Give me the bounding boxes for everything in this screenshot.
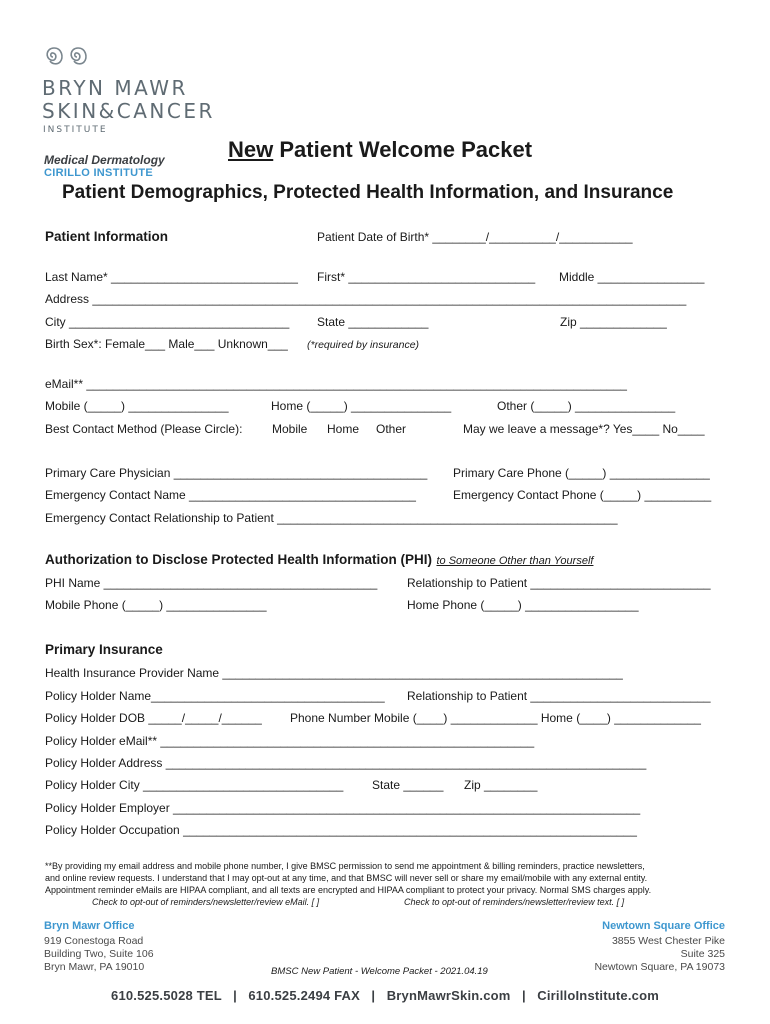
- field-emergency-phone[interactable]: Emergency Contact Phone (_____) __________: [453, 488, 712, 502]
- logo-mark-icon: [42, 44, 90, 68]
- office-right-line-3: Newtown Square, PA 19073: [594, 961, 725, 973]
- page-title-new: New: [228, 137, 274, 162]
- field-middle-name[interactable]: Middle ________________: [559, 270, 705, 284]
- disclaimer-line-1: **By providing my email address and mobile phone number, I give BMSC permission to send me appointment & billing reminders, practice newsletters,: [45, 861, 645, 871]
- field-holder-city[interactable]: Policy Holder City ______________________________: [45, 778, 344, 792]
- field-holder-zip[interactable]: Zip ________: [464, 778, 538, 792]
- field-holder-address[interactable]: Policy Holder Address ________________________________________________________________________: [45, 756, 647, 770]
- field-pcp-phone[interactable]: Primary Care Phone (_____) _______________: [453, 466, 710, 480]
- field-phi-mobile[interactable]: Mobile Phone (_____) _______________: [45, 598, 267, 612]
- office-right-line-1: 3855 West Chester Pike: [611, 935, 725, 947]
- office-left-heading: Bryn Mawr Office: [44, 920, 135, 932]
- field-pcp[interactable]: Primary Care Physician ______________________________________: [45, 466, 428, 480]
- best-contact-label: Best Contact Method (Please Circle):: [45, 422, 243, 436]
- field-holder-phone[interactable]: Phone Number Mobile (____) _____________ Home (____) _____________: [290, 711, 701, 725]
- field-emergency-name[interactable]: Emergency Contact Name __________________________________: [45, 488, 416, 502]
- field-holder-employer[interactable]: Policy Holder Employer ______________________________________________________________________: [45, 801, 641, 815]
- field-phi-relationship[interactable]: Relationship to Patient ___________________________: [407, 576, 711, 590]
- field-email[interactable]: eMail** _________________________________________________________________________________: [45, 377, 627, 391]
- field-phi-home[interactable]: Home Phone (_____) _________________: [407, 598, 639, 612]
- field-holder-name[interactable]: Policy Holder Name___________________________________: [45, 689, 385, 703]
- page-title-rest: Patient Welcome Packet: [273, 137, 533, 162]
- field-leave-message[interactable]: May we leave a message*? Yes____ No____: [463, 422, 705, 436]
- field-phi-name[interactable]: PHI Name _________________________________________: [45, 576, 378, 590]
- section-heading-patient-info: Patient Information: [45, 229, 169, 244]
- field-zip[interactable]: Zip _____________: [560, 315, 667, 329]
- page-title: [228, 137, 532, 163]
- field-insurance-provider[interactable]: Health Insurance Provider Name ____________________________________________________________: [45, 666, 623, 680]
- office-right-heading: Newtown Square Office: [602, 920, 725, 932]
- required-note: (*required by insurance): [307, 339, 420, 351]
- field-address[interactable]: Address _________________________________________________________________________________________: [45, 292, 687, 306]
- field-emergency-relationship[interactable]: Emergency Contact Relationship to Patient ___________________________________________________: [45, 511, 618, 525]
- logo-line-1: BRYN MAWR: [42, 76, 188, 100]
- page-subtitle: Patient Demographics, Protected Health Information, and Insurance: [62, 182, 674, 203]
- best-contact-option-other[interactable]: Other: [376, 422, 407, 436]
- field-holder-state[interactable]: State ______: [372, 778, 444, 792]
- section-heading-phi: [45, 551, 593, 569]
- field-holder-occupation[interactable]: Policy Holder Occupation ____________________________________________________________________: [45, 823, 637, 837]
- optout-text-checkbox[interactable]: Check to opt-out of reminders/newsletter/review text. [ ]: [404, 897, 625, 907]
- disclaimer-line-3: Appointment reminder eMails are HIPAA compliant, and all texts are encrypted and HIPAA compliant to protect your privacy. Normal SMS charges apply.: [45, 885, 652, 895]
- best-contact-option-home[interactable]: Home: [327, 422, 360, 436]
- field-first-name[interactable]: First* ____________________________: [317, 270, 536, 284]
- logo-line-2: SKIN&CANCER: [42, 99, 215, 123]
- phi-heading-note: to Someone Other than Yourself: [436, 555, 594, 567]
- logo-tagline-cirillo: CIRILLO INSTITUTE: [44, 167, 153, 179]
- field-holder-relationship[interactable]: Relationship to Patient ___________________________: [407, 689, 711, 703]
- office-right-line-2: Suite 325: [680, 948, 725, 960]
- office-left-line-3: Bryn Mawr, PA 19010: [44, 961, 145, 973]
- field-dob[interactable]: Patient Date of Birth* ________/__________/___________: [317, 230, 633, 244]
- field-holder-dob[interactable]: Policy Holder DOB _____/_____/______: [45, 711, 262, 725]
- phi-heading-text: Authorization to Disclose Protected Health Information (PHI): [45, 552, 433, 567]
- form-version: BMSC New Patient - Welcome Packet - 2021.04.19: [271, 966, 488, 977]
- office-left-line-2: Building Two, Suite 106: [44, 948, 154, 960]
- optout-email-checkbox[interactable]: Check to opt-out of reminders/newsletter/review eMail. [ ]: [92, 897, 320, 907]
- field-mobile[interactable]: Mobile (_____) _______________: [45, 399, 229, 413]
- office-left-line-1: 919 Conestoga Road: [44, 935, 144, 947]
- logo-line-3: INSTITUTE: [43, 125, 108, 135]
- logo-tagline-medical: Medical Dermatology: [44, 153, 165, 167]
- field-birth-sex[interactable]: Birth Sex*: Female___ Male___ Unknown___: [45, 337, 288, 351]
- section-heading-insurance: Primary Insurance: [45, 642, 163, 657]
- field-holder-email[interactable]: Policy Holder eMail** ________________________________________________________: [45, 734, 535, 748]
- field-other-phone[interactable]: Other (_____) _______________: [497, 399, 676, 413]
- field-last-name[interactable]: Last Name* ____________________________: [45, 270, 298, 284]
- field-home-phone[interactable]: Home (_____) _______________: [271, 399, 452, 413]
- disclaimer-line-2: and online review requests. I understand that I may opt-out at any time, and that BMSC will never sell or share my email/mobile with any external entity.: [45, 873, 648, 883]
- field-state[interactable]: State ____________: [317, 315, 429, 329]
- best-contact-option-mobile[interactable]: Mobile: [272, 422, 308, 436]
- footer-contact-bar: 610.525.5028 TEL | 610.525.2494 FAX | BrynMawrSkin.com | CirilloInstitute.com: [111, 988, 659, 1003]
- field-city[interactable]: City _________________________________: [45, 315, 290, 329]
